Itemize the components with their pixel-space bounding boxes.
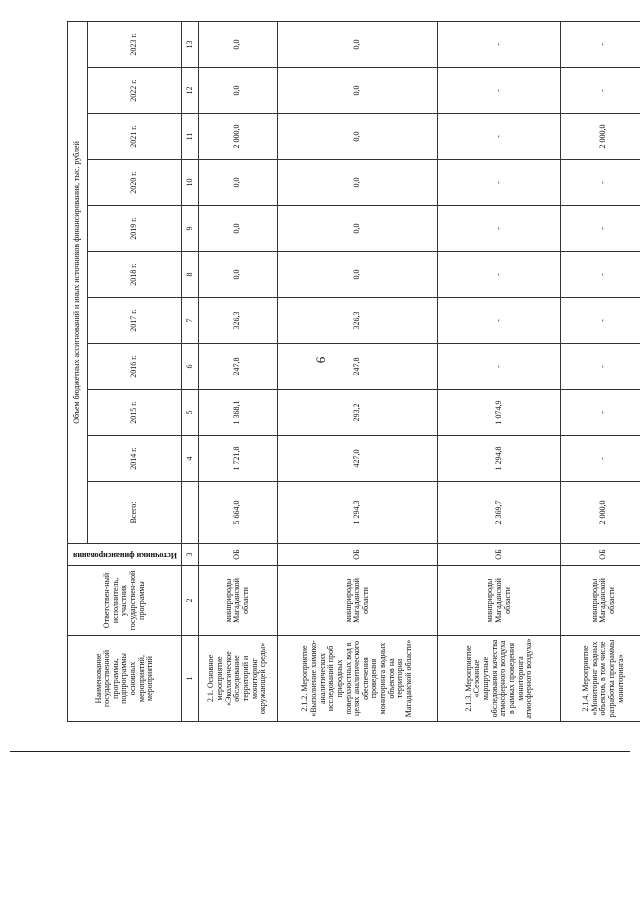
row-value: 0,0 — [198, 21, 277, 67]
row-value: 1 074,9 — [438, 390, 561, 436]
header-year: 2014 г. — [88, 436, 182, 482]
row-value: 247,8 — [198, 344, 277, 390]
row-total: 5 664,0 — [198, 482, 277, 544]
row-value: 1 368,1 — [198, 390, 277, 436]
row-value: - — [561, 160, 640, 206]
financing-table-frame — [67, 26, 640, 719]
row-value: - — [438, 114, 561, 160]
row-value: 0,0 — [198, 206, 277, 252]
row-value: - — [438, 252, 561, 298]
column-number: 6 — [182, 344, 198, 390]
column-number: 3 — [182, 544, 198, 566]
header-year: 2022 г. — [88, 68, 182, 114]
row-value: 0,0 — [277, 21, 438, 67]
header-year: 2023 г. — [88, 21, 182, 67]
column-number: 11 — [182, 114, 198, 160]
header-year: 2015 г. — [88, 390, 182, 436]
column-number: 4 — [182, 436, 198, 482]
row-total: 2 000,0 — [561, 482, 640, 544]
row-value: - — [561, 68, 640, 114]
row-value: 293,2 — [277, 390, 438, 436]
row-value: - — [438, 21, 561, 67]
row-total: 2 369,7 — [438, 482, 561, 544]
row-source: ОБ — [561, 544, 640, 566]
row-value: - — [561, 21, 640, 67]
row-name: 2.1.2. Мероприятие «Выполнение химико-аналитических исследований проб природных поверхностных вод в целях аналитического обеспечения проведения мониторинга водных объектов на территории Магаданской области» — [277, 636, 438, 722]
row-value: - — [438, 68, 561, 114]
row-value: 1 294,8 — [438, 436, 561, 482]
row-value: 0,0 — [277, 252, 438, 298]
header-volume: Объем бюджетных ассигнований и иных источников финансирования, тыс. рублей — [68, 21, 88, 543]
row-source: ОБ — [277, 544, 438, 566]
row-value: - — [561, 436, 640, 482]
row-value: 247,8 — [277, 344, 438, 390]
row-value: 0,0 — [277, 160, 438, 206]
row-value: 326,3 — [198, 298, 277, 344]
row-executor: минприроды Магаданской области — [198, 566, 277, 636]
row-value: - — [438, 206, 561, 252]
table-row — [277, 21, 438, 721]
row-name: 2.1. Основное мероприятие «Экологическое обследование территорий и мониторинг окружающей среды» — [198, 636, 277, 722]
page-divider — [10, 751, 630, 752]
column-number: 13 — [182, 21, 198, 67]
header-name: Наименование государственной программы, подпрограммы основных мероприятий, мероприятий — [68, 636, 182, 722]
column-number — [182, 482, 198, 544]
row-value: - — [561, 390, 640, 436]
header-year: 2016 г. — [88, 344, 182, 390]
financing-table — [67, 21, 640, 722]
row-value: 0,0 — [277, 114, 438, 160]
row-value: - — [561, 252, 640, 298]
column-number: 2 — [182, 566, 198, 636]
header-year: 2019 г. — [88, 206, 182, 252]
column-number: 7 — [182, 298, 198, 344]
row-value: - — [438, 160, 561, 206]
row-value: 0,0 — [198, 252, 277, 298]
row-value: 326,3 — [277, 298, 438, 344]
rotated-table-wrapper — [67, 22, 640, 722]
row-source: ОБ — [198, 544, 277, 566]
row-value: 427,0 — [277, 436, 438, 482]
row-value: - — [438, 344, 561, 390]
row-value: 1 721,8 — [198, 436, 277, 482]
row-total: 1 294,3 — [277, 482, 438, 544]
row-value: 0,0 — [277, 68, 438, 114]
table-row — [438, 21, 561, 721]
column-number: 9 — [182, 206, 198, 252]
header-total: Всего: — [88, 482, 182, 544]
header-year: 2021 г. — [88, 114, 182, 160]
row-value: 0,0 — [198, 68, 277, 114]
row-value: - — [561, 206, 640, 252]
page-number: 6 — [313, 356, 328, 364]
row-source: ОБ — [438, 544, 561, 566]
header-year: 2017 г. — [88, 298, 182, 344]
table-row — [561, 21, 640, 721]
row-value: 0,0 — [198, 160, 277, 206]
column-number: 5 — [182, 390, 198, 436]
row-value: 2 000,0 — [561, 114, 640, 160]
header-executor: Ответствен-ный исполнитель, участник государствен-ной программы — [68, 566, 182, 636]
header-source: Источники финансирования — [72, 550, 177, 560]
header-source-cell — [68, 544, 182, 566]
row-executor: минприроды Магаданской области — [438, 566, 561, 636]
row-executor: минприроды Магаданской области — [561, 566, 640, 636]
column-number: 12 — [182, 68, 198, 114]
row-value: - — [561, 298, 640, 344]
row-value: 0,0 — [277, 206, 438, 252]
row-value: - — [438, 298, 561, 344]
column-number: 10 — [182, 160, 198, 206]
row-name: 2.1.4. Мероприятие «Мониторинг водных объектов, в том числе разработка программы мониторинга» — [561, 636, 640, 722]
row-name: 2.1.3. Мероприятие «Сезонные маршрутные обследования качества атмосферного воздуха в рамках проведения мониторинга атмосферного воздуха» — [438, 636, 561, 722]
row-executor: минприроды Магаданской области — [277, 566, 438, 636]
row-value: - — [561, 344, 640, 390]
table-row — [198, 21, 277, 721]
header-year: 2018 г. — [88, 252, 182, 298]
header-year: 2020 г. — [88, 160, 182, 206]
row-value: 2 000,0 — [198, 114, 277, 160]
column-number: 1 — [182, 636, 198, 722]
column-number: 8 — [182, 252, 198, 298]
